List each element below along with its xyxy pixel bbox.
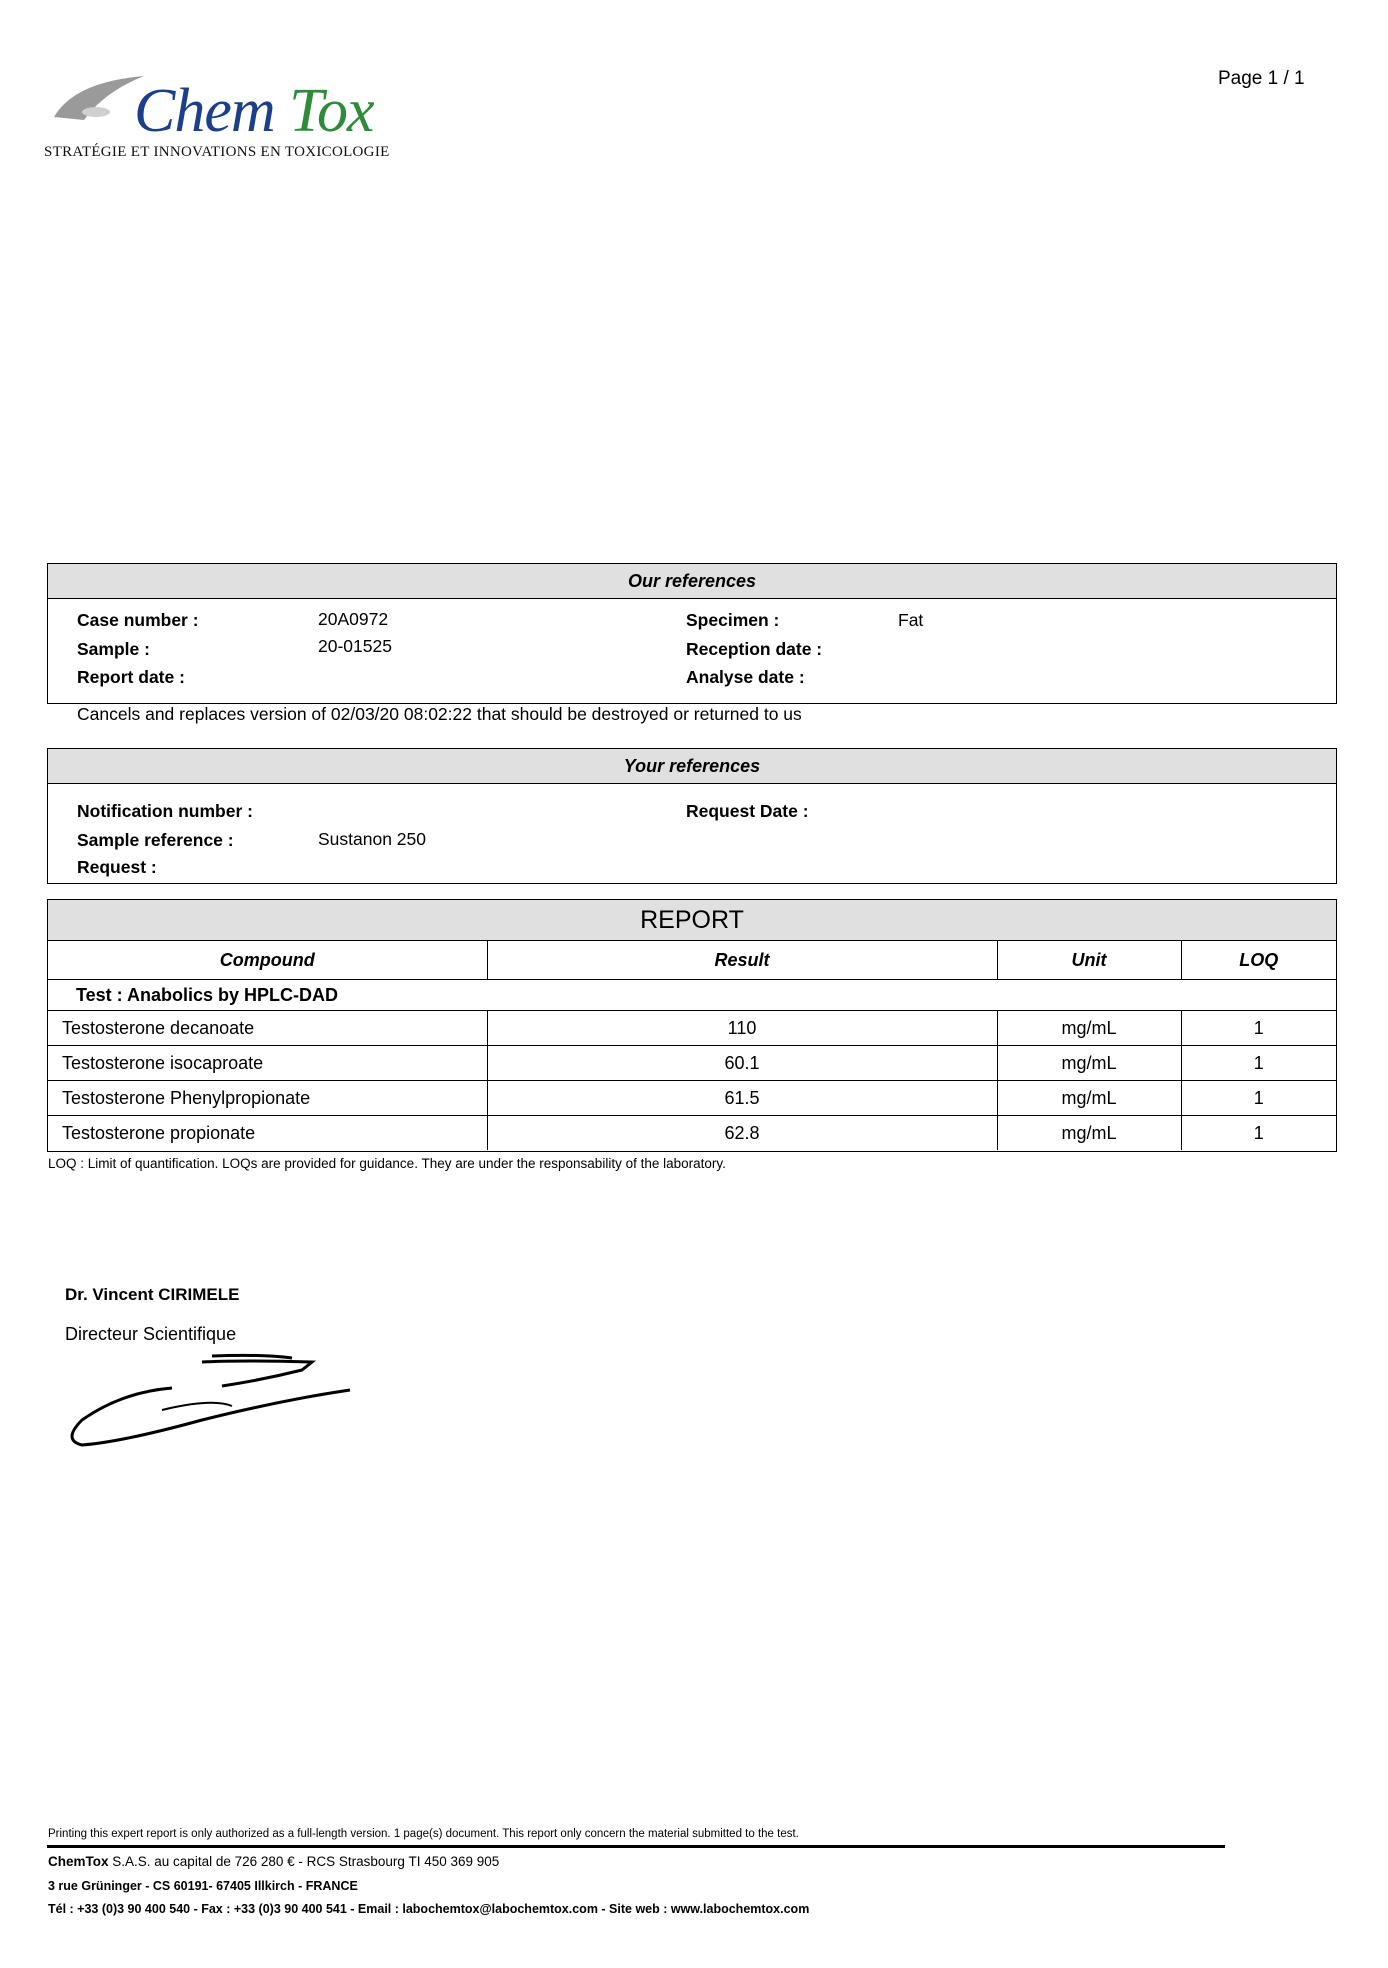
test-label: Test : Anabolics by HPLC-DAD: [48, 980, 1336, 1011]
company-logo: [44, 62, 434, 172]
table-header-row: [48, 941, 1336, 980]
footer-contact: Tél : +33 (0)3 90 400 540 - Fax : +33 (0)3 90 400 541 - Email : labochemtox@labochemtox.com - Site web : www.labochemtox.com: [48, 1902, 810, 1916]
case-number-label: Case number :: [77, 610, 199, 630]
your-references-box: [47, 748, 1337, 884]
footer-company-details: S.A.S. au capital de 726 280 € - RCS Strasbourg TI 450 369 905: [108, 1854, 500, 1869]
table-row: [48, 1081, 1336, 1116]
footer-rule: [47, 1845, 1225, 1848]
loq-cell: 1: [1181, 1081, 1336, 1116]
table-row: [48, 1011, 1336, 1046]
sample-reference-value: Sustanon 250: [318, 829, 427, 849]
result-cell: 110: [487, 1011, 997, 1046]
reception-date-label: Reception date :: [686, 639, 823, 659]
loq-note: LOQ : Limit of quantification. LOQs are provided for guidance. They are under the responsability of the laboratory.: [48, 1156, 726, 1171]
your-references-title: Your references: [48, 749, 1336, 784]
table-row: [48, 1116, 1336, 1151]
our-references-title: Our references: [48, 564, 1336, 599]
signature-image: [62, 1350, 362, 1450]
page-number: Page 1 / 1: [1218, 68, 1305, 89]
column-header-compound: Compound: [48, 941, 487, 980]
loq-cell: 1: [1181, 1116, 1336, 1151]
analyse-date-label: Analyse date :: [686, 667, 805, 687]
notification-number-label: Notification number :: [77, 801, 253, 821]
signatory-role: Directeur Scientifique: [65, 1324, 237, 1344]
footer-company-name: ChemTox: [48, 1854, 109, 1869]
table-row: [48, 1046, 1336, 1081]
cancel-note: Cancels and replaces version of 02/03/20 08:02:22 that should be destroyed or returned to us: [77, 704, 802, 724]
column-header-result: Result: [487, 941, 997, 980]
specimen-label: Specimen :: [686, 610, 780, 630]
report-date-label: Report date :: [77, 667, 185, 687]
column-header-unit: Unit: [997, 941, 1181, 980]
case-number-value: 20A0972: [318, 609, 389, 629]
loq-cell: 1: [1181, 1046, 1336, 1081]
unit-cell: mg/mL: [997, 1116, 1181, 1151]
loq-cell: 1: [1181, 1011, 1336, 1046]
logo-text: Chem Tox: [134, 77, 374, 145]
compound-cell: Testosterone isocaproate: [48, 1046, 487, 1081]
report-table: [48, 941, 1336, 1150]
logo-tagline: STRATÉGIE ET INNOVATIONS EN TOXICOLOGIE: [44, 144, 390, 160]
footer-company: [48, 1854, 499, 1869]
unit-cell: mg/mL: [997, 1011, 1181, 1046]
our-references-box: [47, 563, 1337, 704]
request-date-label: Request Date :: [686, 801, 809, 821]
footer-address: 3 rue Grüninger - CS 60191- 67405 Illkirch - FRANCE: [48, 1879, 358, 1893]
column-header-loq: LOQ: [1181, 941, 1336, 980]
request-label: Request :: [77, 857, 157, 877]
result-cell: 60.1: [487, 1046, 997, 1081]
footer-disclaimer: Printing this expert report is only authorized as a full-length version. 1 page(s) document. This report only concern the material submitted to the test.: [48, 1828, 799, 1840]
sample-value: 20-01525: [318, 636, 392, 656]
result-cell: 61.5: [487, 1081, 997, 1116]
report-title: REPORT: [48, 900, 1336, 941]
result-cell: 62.8: [487, 1116, 997, 1151]
unit-cell: mg/mL: [997, 1046, 1181, 1081]
specimen-value: Fat: [898, 610, 924, 630]
sample-reference-label: Sample reference :: [77, 830, 234, 850]
compound-cell: Testosterone decanoate: [48, 1011, 487, 1046]
test-group-row: [48, 980, 1336, 1011]
compound-cell: Testosterone Phenylpropionate: [48, 1081, 487, 1116]
sample-label: Sample :: [77, 639, 150, 659]
signatory-name: Dr. Vincent CIRIMELE: [65, 1285, 240, 1304]
compound-cell: Testosterone propionate: [48, 1116, 487, 1151]
report-box: [47, 899, 1337, 1152]
unit-cell: mg/mL: [997, 1081, 1181, 1116]
